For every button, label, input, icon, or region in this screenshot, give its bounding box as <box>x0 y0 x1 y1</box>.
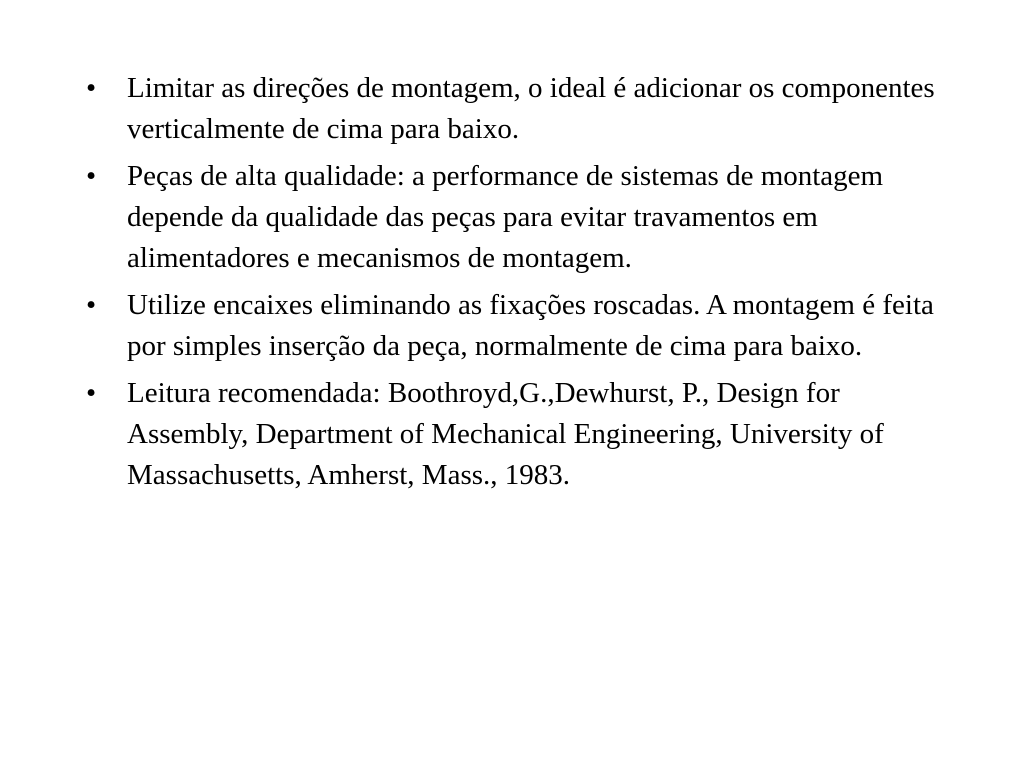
bullet-icon: • <box>86 72 97 104</box>
bullet-icon: • <box>86 289 97 321</box>
bullet-item <box>86 156 946 279</box>
bullet-text: Utilize encaixes eliminando as fixações roscadas. A montagem é feita por simples inserção da peça, normalmente de cima para baixo. <box>127 289 934 362</box>
bullet-text: Limitar as direções de montagem, o ideal é adicionar os componentes verticalmente de cima para baixo. <box>127 72 935 145</box>
bullet-icon: • <box>86 377 97 409</box>
bullet-icon: • <box>86 160 97 192</box>
bullet-item <box>86 68 946 150</box>
bullet-item <box>86 373 946 496</box>
bullet-text: Peças de alta qualidade: a performance de sistemas de montagem depende da qualidade das peças para evitar travamentos em alimentadores e mecanismos de montagem. <box>127 160 884 274</box>
bullet-item <box>86 285 946 367</box>
bullet-list <box>86 68 946 502</box>
bullet-text: Leitura recomendada: Boothroyd,G.,Dewhurst, P., Design for Assembly, Department of Mechanical Engineering, University of Massachusetts, Amherst, Mass., 1983. <box>127 377 884 491</box>
